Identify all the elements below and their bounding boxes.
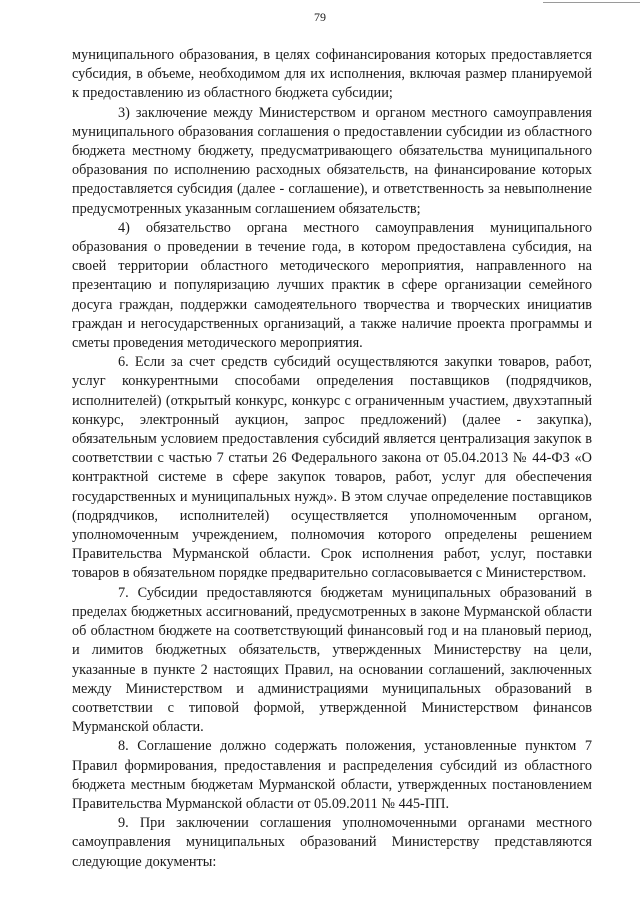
- page-number: 79: [314, 10, 326, 24]
- header-rule: [543, 2, 640, 3]
- paragraph-clause-8: 8. Соглашение должно содержать положения, установленные пунктом 7 Правил формирования, предоставления и распределения субсидий из областного бюджета местным бюджетам Мурманской области, утвержденных постановлением Правительства Мурманской области от 05.09.2011 № 445-ПП.: [72, 738, 592, 812]
- paragraph-clause-7: 7. Субсидии предоставляются бюджетам муниципальных образований в пределах бюджетных ассигнований, предусмотренных в законе Мурманской области об областном бюджете на соответствующий финансовый год и на плановый период, и лимитов бюджетных обязательств, утвержденных Министерству на цели, указанные в пункте 2 настоящих Правил, на основании соглашений, заключенных между Министерством и администрациями муниципальных образований в соответствии с типовой формой, утвержденной Министерством финансов Мурманской области.: [72, 584, 592, 736]
- document-body: [72, 46, 592, 872]
- paragraph-continuation: муниципального образования, в целях софинансирования которых предоставляется субсидия, в объеме, необходимом для их исполнения, включая размер планируемой к предоставлению из областного бюджета субсидии;: [72, 47, 592, 102]
- paragraph-clause-6: 6. Если за счет средств субсидий осуществляются закупки товаров, работ, услуг конкурентными способами определения поставщиков (подрядчиков, исполнителей) (открытый конкурс, конкурс с ограниченным участием, двухэтапный конкурс, электронный аукцион, запрос предложений) (далее - закупка), обязательным условием предоставления субсидий является централизация закупок в соответствии с частью 7 статьи 26 Федерального закона от 05.04.2013 № 44-ФЗ «О контрактной системе в сфере закупок товаров, работ, услуг для обеспечения государственных и муниципальных нужд». В этом случае определение поставщиков (подрядчиков, исполнителей) осуществляется уполномоченным органом, уполномоченным учреждением, полномочия которого определены решением Правительства Мурманской области. Срок исполнения работ, услуг, поставки товаров в обязательном порядке предварительно согласовывается с Министерством.: [72, 354, 592, 582]
- paragraph-item-3: 3) заключение между Министерством и органом местного самоуправления муниципального образования соглашения о предоставлении субсидии из областного бюджета местному бюджету, предусматривающего обязательства муниципального образования по исполнению расходных обязательств, на финансирование которых предоставляется субсидия (далее - соглашение), и ответственность за невыполнение предусмотренных указанным соглашением обязательств;: [72, 104, 592, 217]
- paragraph-item-4: 4) обязательство органа местного самоуправления муниципального образования о проведении в течение года, в котором предоставлена субсидия, на своей территории областного методического мероприятия, направленного на презентацию и популяризацию лучших практик в сфере организации семейного досуга граждан, поддержки самодеятельного творчества и творческих инициатив граждан и негосударственных организаций, а также наличие проекта программы и сметы проведения методического мероприятия.: [72, 219, 592, 352]
- paragraph-clause-9: 9. При заключении соглашения уполномоченными органами местного самоуправления муниципальных образований Министерству представляются следующие документы:: [72, 815, 592, 870]
